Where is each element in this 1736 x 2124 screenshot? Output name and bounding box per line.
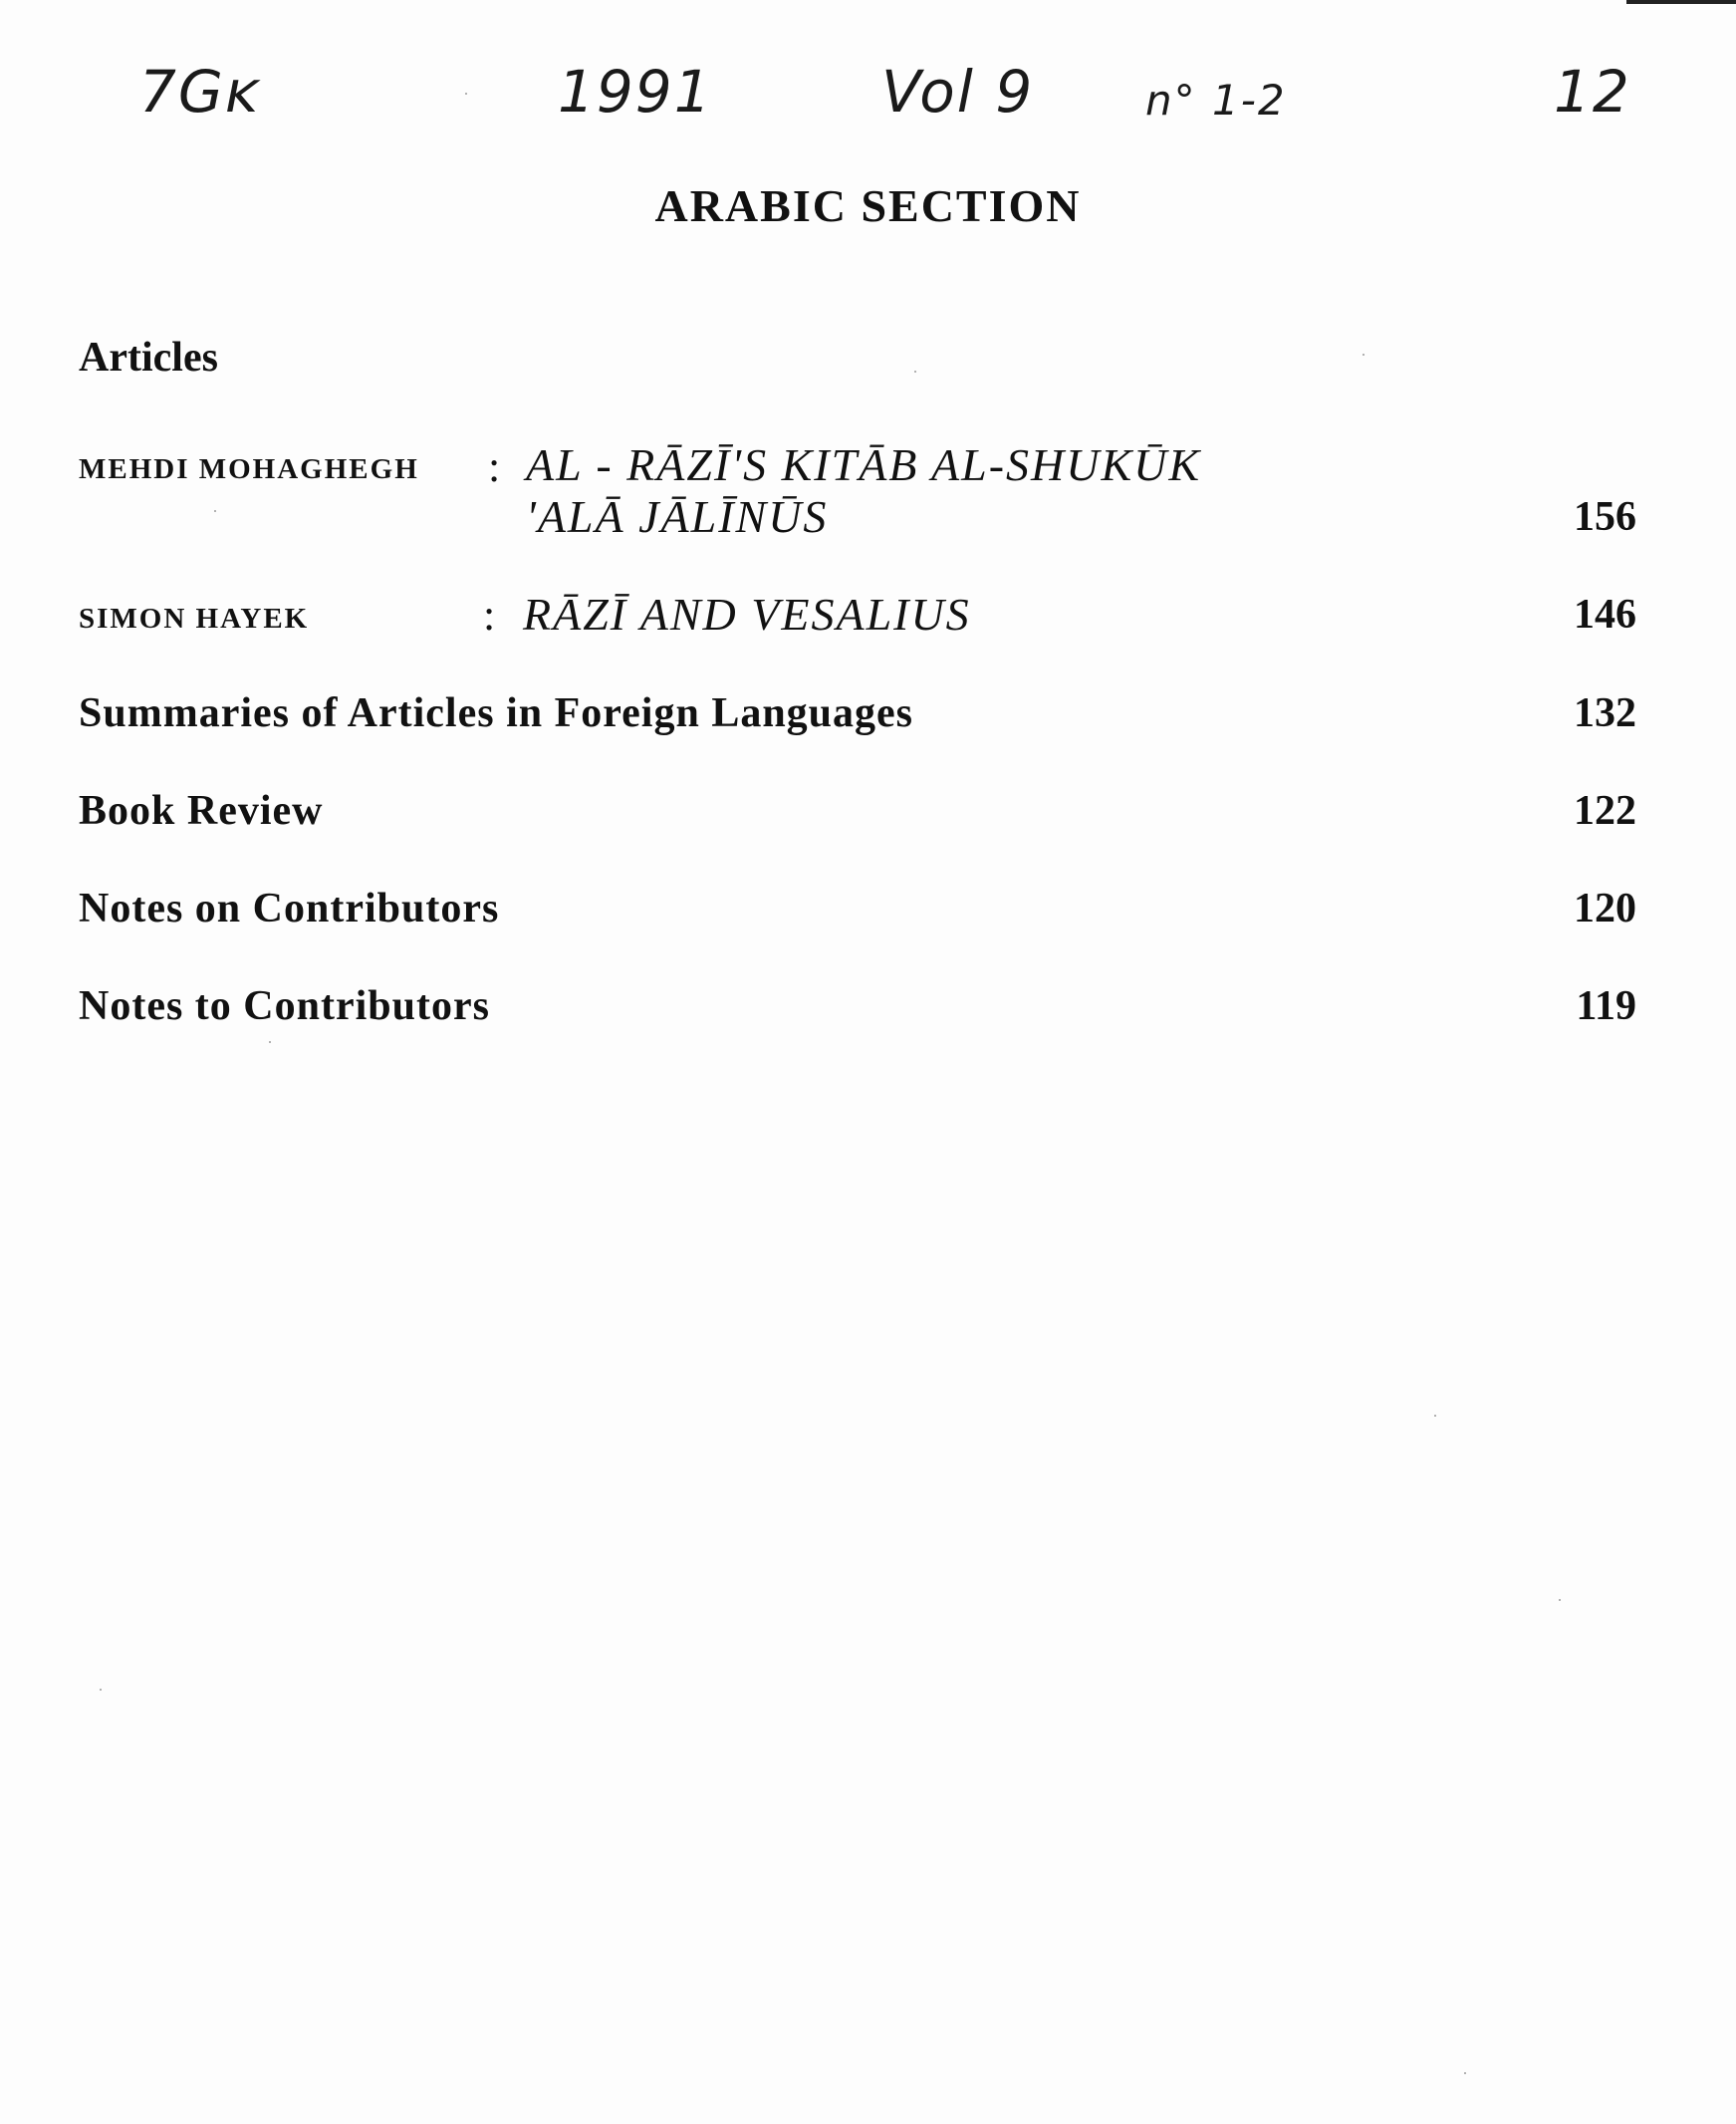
article-separator: : (488, 442, 501, 491)
toc-entry-page: 119 (1576, 983, 1636, 1029)
scan-speck (269, 1041, 271, 1043)
toc-entry-label: Summaries of Articles in Foreign Languages (79, 690, 914, 736)
handwritten-number: 12 (1554, 58, 1631, 126)
toc-entry-label: Notes on Contributors (79, 886, 500, 931)
section-title: ARABIC SECTION (654, 180, 1082, 231)
article-separator: : (483, 591, 496, 640)
scan-speck (100, 1689, 102, 1691)
scan-speck (465, 93, 467, 95)
article-author: MEHDI MOHAGHEGH (79, 453, 419, 485)
toc-entry-page: 122 (1574, 788, 1636, 834)
scan-speck (1464, 2072, 1466, 2074)
scan-speck (1434, 1415, 1436, 1417)
article-author: SIMON HAYEK (79, 603, 310, 635)
scan-speck (1559, 1599, 1561, 1601)
handwritten-year: 1991 (558, 58, 713, 126)
toc-entry-page: 132 (1574, 690, 1636, 736)
handwritten-call-number: 7Gĸ (139, 58, 261, 126)
articles-heading: Articles (79, 335, 218, 381)
article-title-line-1: AL - RĀZĪ'S KITĀB AL-SHUKŪK (526, 439, 1202, 490)
article-title-line-2: 'ALĀ JĀLĪNŪS (526, 491, 829, 542)
handwritten-issue: n° 1-2 (1145, 76, 1287, 125)
article-page-number: 146 (1574, 592, 1636, 638)
top-edge-rule (1626, 0, 1736, 4)
toc-entry-page: 120 (1574, 886, 1636, 931)
scan-speck (914, 371, 916, 373)
toc-entry-label: Notes to Contributors (79, 983, 490, 1029)
article-title-line-1: RĀZĪ AND VESALIUS (523, 589, 971, 640)
article-page-number: 156 (1574, 494, 1636, 540)
scan-speck (1363, 354, 1364, 356)
handwritten-volume: Vol 9 (881, 58, 1035, 126)
scan-speck (214, 510, 216, 512)
toc-entry-label: Book Review (79, 788, 324, 834)
